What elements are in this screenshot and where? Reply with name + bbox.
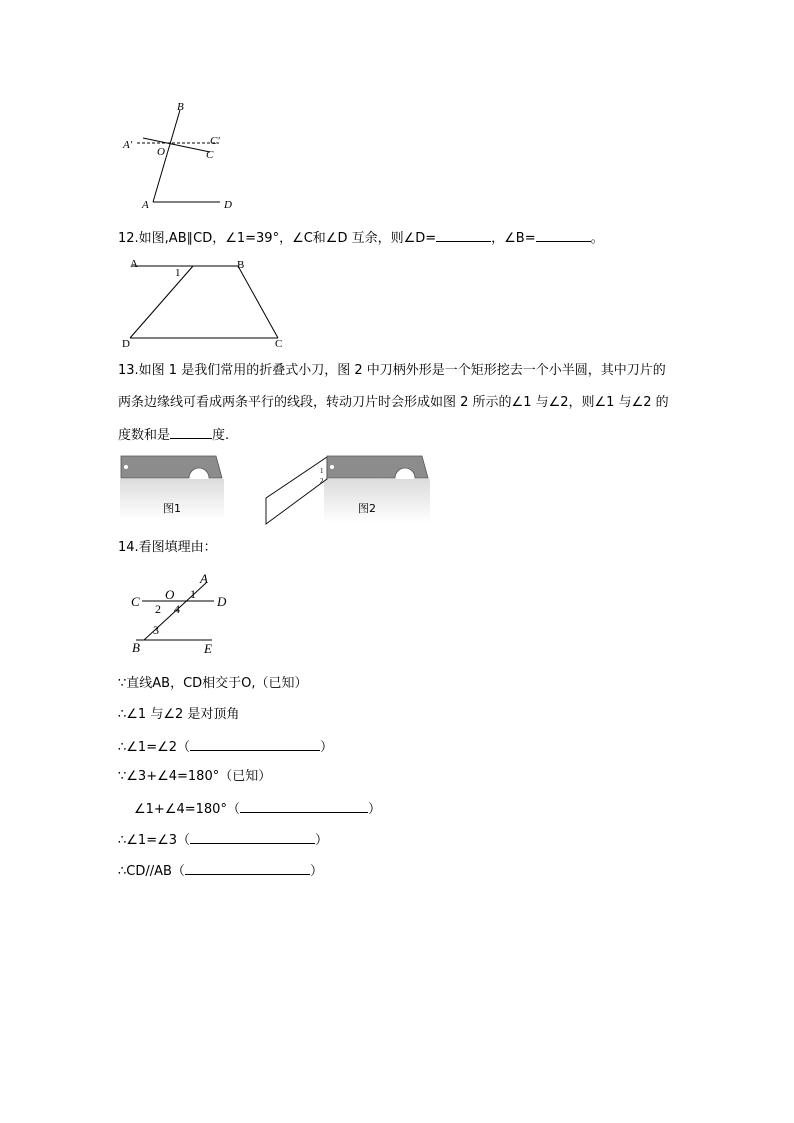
label-d: D (224, 199, 232, 211)
label-c: C (206, 149, 214, 161)
label-angle-3: 3 (153, 623, 159, 637)
segment-d-to-ab (130, 266, 193, 338)
fig1-caption: 图1 (163, 502, 181, 515)
fig2-caption: 图2 (358, 502, 376, 515)
q14-line-end: ） (367, 802, 381, 817)
q12-text-c: 。 (590, 231, 604, 246)
q14-reason-line (118, 769, 271, 785)
q14-reason-blank[interactable] (185, 862, 310, 875)
q14-title: 14.看图填理由： (118, 540, 217, 555)
label-b: B (177, 101, 184, 113)
label-angle-1: 1 (190, 587, 196, 601)
segment-bc (238, 266, 278, 338)
q13-line-2: 两条边缘线可看成两条平行的线段，转动刀片时会形成如图 2 所示的∠1 与∠2，则∠1 与∠2 的 (118, 395, 669, 410)
q14-reason-blank[interactable] (190, 738, 320, 751)
q14-reason-line (134, 800, 381, 818)
label-angle-1: 1 (175, 267, 181, 279)
q14-reason-line (118, 862, 323, 880)
q14-line-text: ∠1+∠4=180°（ (134, 802, 240, 817)
label-c: C (275, 338, 283, 350)
label-angle-4: 4 (174, 602, 180, 616)
label-angle-2: 2 (155, 602, 161, 616)
label-o: O (157, 146, 165, 158)
label-b: B (237, 259, 245, 271)
rivet-icon (330, 465, 334, 469)
label-d: D (122, 338, 130, 350)
q14-line-end: ） (320, 740, 334, 755)
q12-answer-blank-b[interactable] (536, 229, 591, 242)
image-shadow (324, 479, 430, 523)
q14-line-text: ∴CD//AB（ (118, 864, 185, 879)
knife-handle (121, 456, 222, 478)
label-c: C (131, 594, 140, 609)
q14-reason-blank[interactable] (240, 800, 368, 813)
label-a: A (200, 571, 208, 586)
label-a: A (130, 258, 138, 270)
q14-reason-line (118, 676, 308, 692)
rivet-icon (124, 465, 128, 469)
angle-1-label: 1 (320, 467, 324, 475)
knife-handle (327, 456, 428, 478)
label-o: O (165, 587, 175, 602)
q14-line-text: ∴∠1=∠3（ (118, 833, 191, 848)
label-a: A (142, 199, 149, 211)
q12-text-b: ，∠B= (491, 231, 536, 246)
q14-reason-line (118, 707, 239, 723)
label-b: B (132, 640, 140, 655)
q12-answer-blank-d[interactable] (436, 229, 491, 242)
q13-text-a: 度数和是 (118, 428, 171, 443)
q14-line-text: ∵直线AB，CD相交于O,（已知） (118, 676, 308, 691)
q13-line-1: 13.如图 1 是我们常用的折叠式小刀，图 2 中刀柄外形是一个矩形挖去一个小半圆，其中刀片的 (118, 363, 666, 378)
label-d: D (217, 594, 227, 609)
q14-line-text: ∴∠1=∠2（ (118, 740, 191, 755)
q13-line-3 (118, 426, 229, 444)
q14-reason-line (118, 831, 328, 849)
angle-2-label: 2 (320, 477, 324, 485)
line-oc (143, 138, 210, 152)
q14-reason-blank[interactable] (190, 831, 315, 844)
label-e: E (204, 641, 212, 656)
q14-line-text: ∵∠3+∠4=180°（已知） (118, 769, 272, 784)
label-c-prime: C' (210, 135, 220, 147)
figure-q14 (128, 570, 238, 658)
q14-reason-line (118, 738, 333, 756)
q12-text-a: 12.如图,AB∥CD，∠1=39°，∠C和∠D 互余，则∠D= (118, 231, 437, 246)
q14-line-text: ∴∠1 与∠2 是对顶角 (118, 707, 240, 722)
blade (266, 457, 327, 524)
label-a-prime: A' (123, 139, 133, 151)
figure-q11 (115, 98, 245, 216)
q13-text-b: 度. (212, 428, 230, 443)
question-12 (118, 229, 604, 247)
q13-answer-blank[interactable] (170, 426, 212, 439)
q14-line-end: ） (315, 833, 329, 848)
figure-q13-knife-2 (262, 452, 432, 526)
q14-line-end: ） (309, 864, 323, 879)
figure-q12 (118, 255, 298, 350)
